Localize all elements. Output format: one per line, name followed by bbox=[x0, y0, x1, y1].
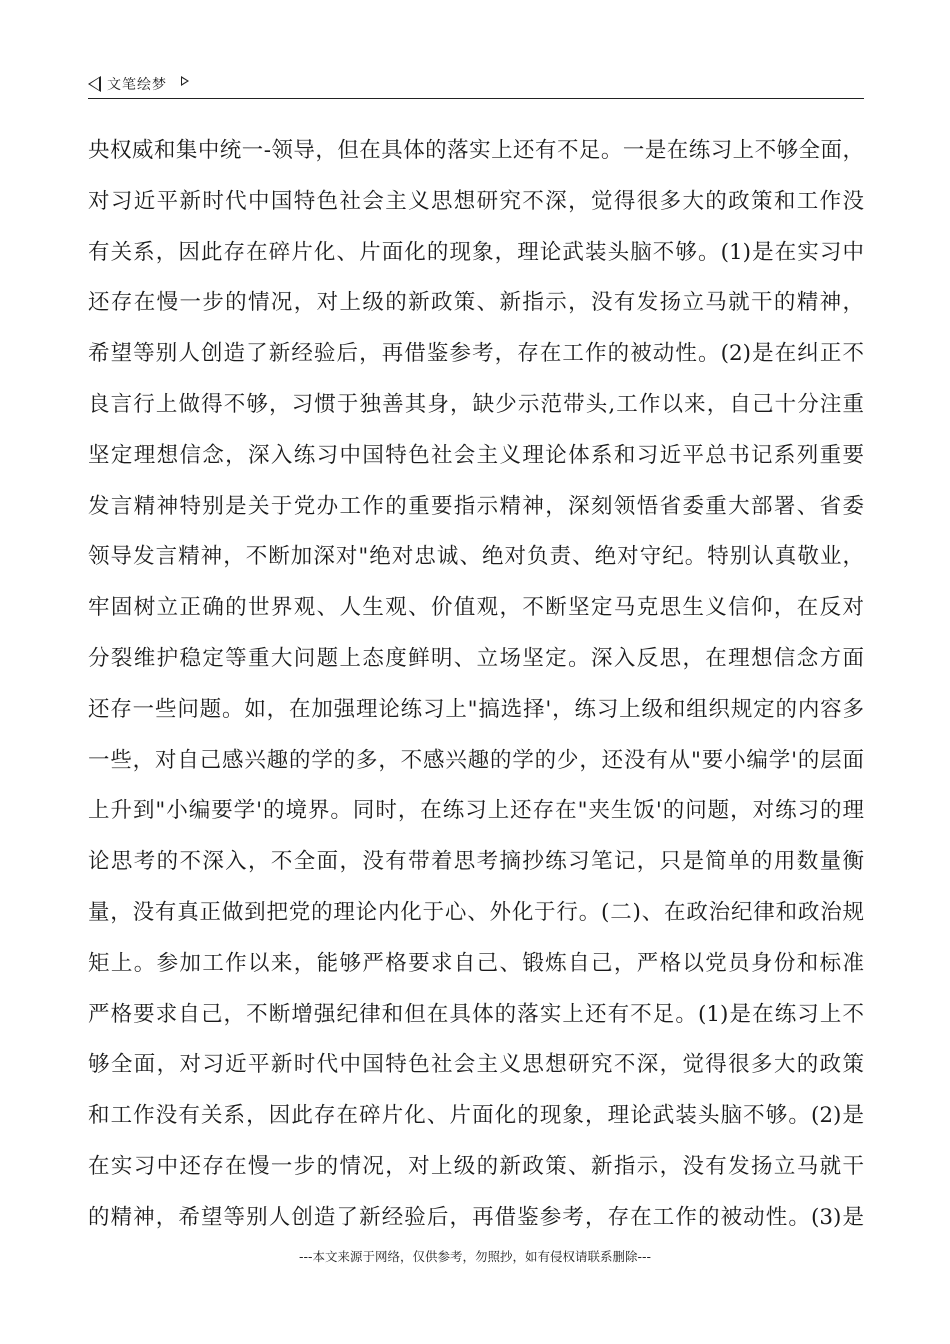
body-line: 良言行上做得不够，习惯于独善其身，缺少示范带头,工作以来，自己十分注重 bbox=[88, 391, 864, 417]
header-inner bbox=[88, 74, 189, 94]
body-line: 有关系，因此存在碎片化、片面化的现象，理论武装头脑不够。(1)是在实习中 bbox=[88, 239, 864, 265]
body-line: 严格要求自己，不断增强纪律和但在具体的落实上还有不足。(1)是在练习上不 bbox=[88, 1001, 864, 1027]
body-line: 牢固树立正确的世界观、人生观、价值观，不断坚定马克思生义信仰，在反对 bbox=[88, 595, 864, 621]
body-line: 发言精神特别是关于党办工作的重要指示精神，深刻领悟省委重大部署、省委 bbox=[88, 493, 864, 519]
body-line: 还存一些问题。如，在加强理论练习上"搞选择'，练习上级和组织规定的内容多 bbox=[88, 696, 864, 722]
body-line: 和工作没有关系，因此存在碎片化、片面化的现象，理论武装头脑不够。(2)是 bbox=[88, 1103, 864, 1129]
body-line: 矩上。参加工作以来，能够严格要求自己、锻炼自己，严格以党员身份和标准 bbox=[88, 950, 864, 976]
body-line: 央权威和集中统一-领导，但在具体的落实上还有不足。一是在练习上不够全面， bbox=[88, 138, 864, 163]
footer-disclaimer: ---本文来源于网络，仅供参考，勿照抄，如有侵权请联系删除--- bbox=[298, 1249, 652, 1264]
header-title: 文笔绘梦 bbox=[107, 77, 167, 93]
body-line: 坚定理想信念，深入练习中国特色社会主义理论体系和习近平总书记系列重要 bbox=[88, 442, 864, 468]
body-line: 量，没有真正做到把党的理论内化于心、外化于行。(二)、在政治纪律和政治规 bbox=[88, 899, 864, 925]
page-header bbox=[88, 72, 864, 99]
right-triangle-icon bbox=[181, 76, 189, 86]
body-line: 对习近平新时代中国特色社会主义思想研究不深，觉得很多大的政策和工作没 bbox=[88, 188, 864, 214]
left-triangle-icon bbox=[88, 76, 101, 92]
body-line: 一些，对自己感兴趣的学的多，不感兴趣的学的少，还没有从"要小编学'的层面 bbox=[88, 747, 864, 773]
body-line: 的精神，希望等别人创造了新经验后，再借鉴参考，存在工作的被动性。(3)是 bbox=[88, 1204, 864, 1230]
body-line: 希望等别人创造了新经验后，再借鉴参考，存在工作的被动性。(2)是在纠正不 bbox=[88, 341, 864, 367]
body-line: 论思考的不深入，不全面，没有带着思考摘抄练习笔记，只是简单的用数量衡 bbox=[88, 849, 864, 875]
body-line: 领导发言精神，不断加深对"绝对忠诚、绝对负责、绝对守纪。特别认真敬业， bbox=[88, 544, 864, 570]
body-text bbox=[88, 126, 864, 1244]
body-line: 在实习中还存在慢一步的情况，对上级的新政策、新指示，没有发扬立马就干 bbox=[88, 1153, 864, 1179]
body-line: 上升到"小编要学'的境界。同时，在练习上还存在"夹生饭'的问题，对练习的理 bbox=[88, 798, 864, 824]
body-line: 分裂维护稳定等重大问题上态度鲜明、立场坚定。深入反思，在理想信念方面 bbox=[88, 645, 864, 671]
body-line: 够全面，对习近平新时代中国特色社会主义思想研究不深，觉得很多大的政策 bbox=[88, 1052, 864, 1078]
body-line: 还存在慢一步的情况，对上级的新政策、新指示，没有发扬立马就干的精神， bbox=[88, 290, 864, 316]
